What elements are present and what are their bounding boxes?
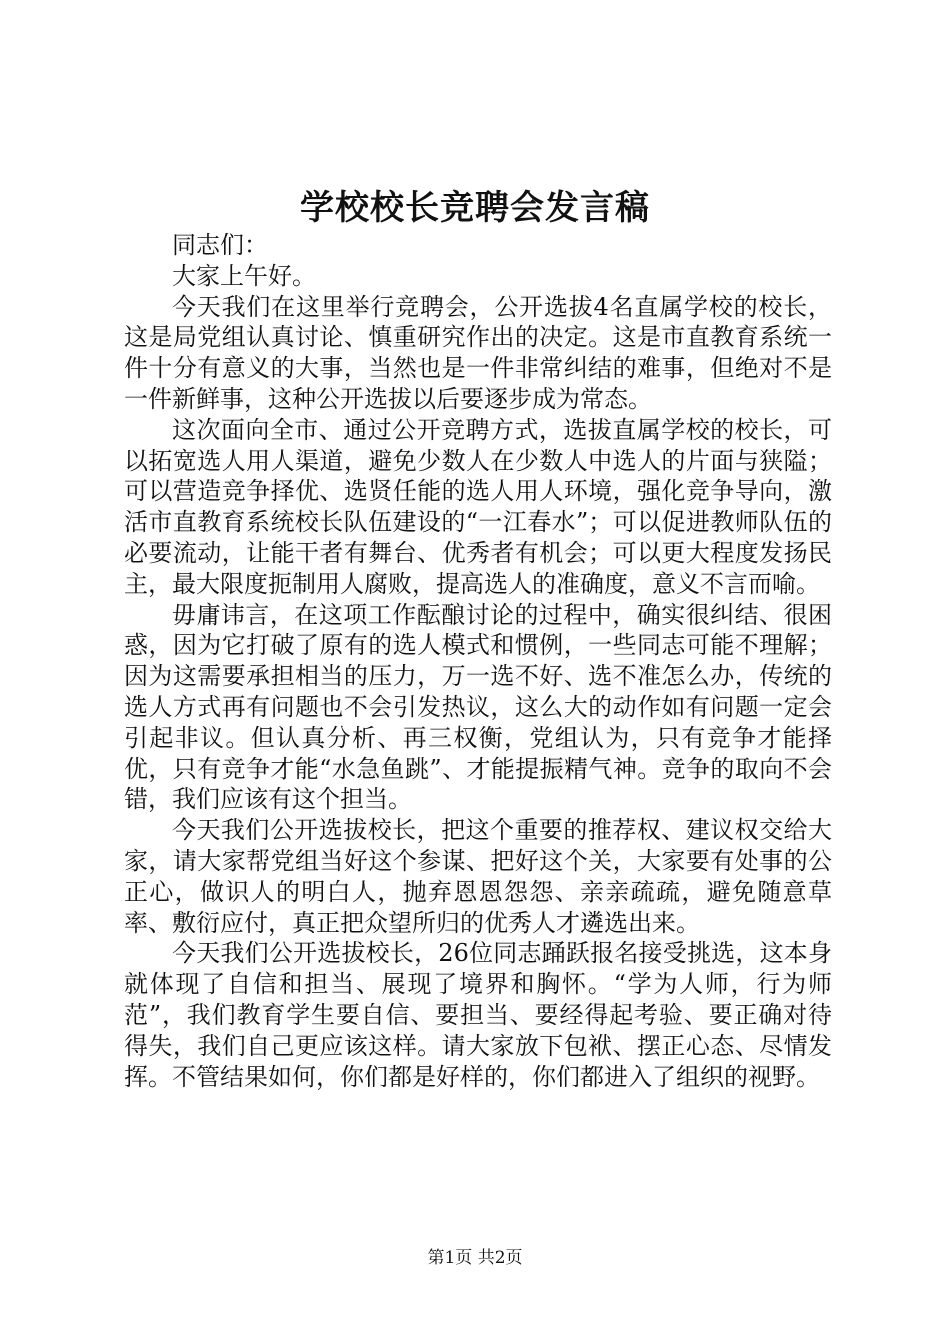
document-body bbox=[124, 230, 832, 1092]
paragraph: 今天我们在这里举行竞聘会，公开选拔4名直属学校的校长，这是局党组认真讨论、慎重研究作出的决定。这是市直教育系统一件十分有意义的大事，当然也是一件非常纠结的难事，但绝对不是一件新鲜事，这种公开选拔以后要逐步成为常态。 bbox=[124, 292, 832, 413]
salutation: 同志们： bbox=[172, 231, 268, 259]
document-title: 学校校长竞聘会发言稿 bbox=[300, 188, 650, 228]
page-number-footer: 第1页 共2页 bbox=[427, 1248, 523, 1268]
paragraph: 今天我们公开选拔校长，26位同志踊跃报名接受挑选，这本身就体现了自信和担当、展现了境界和胸怀。“学为人师，行为师范”，我们教育学生要自信、要担当、要经得起考验、要正确对待得失，我们自己更应该这样。请大家放下包袱、摆正心态、尽情发挥。不管结果如何，你们都是好样的，你们都进入了组织的视野。 bbox=[124, 939, 832, 1091]
paragraph: 这次面向全市、通过公开竞聘方式，选拔直属学校的校长，可以拓宽选人用人渠道，避免少数人在少数人中选人的片面与狭隘；可以营造竞争择优、选贤任能的选人用人环境，强化竞争导向，激活市直教育系统校长队伍建设的“一江春水”；可以促进教师队伍的必要流动，让能干者有舞台、优秀者有机会；可以更大程度发扬民主，最大限度扼制用人腐败，提高选人的准确度，意义不言而喻。 bbox=[124, 415, 832, 598]
paragraph: 毋庸讳言，在这项工作酝酿讨论的过程中，确实很纠结、很困惑，因为它打破了原有的选人模式和惯例，一些同志可能不理解；因为这需要承担相当的压力，万一选不好、选不准怎么办，传统的选人方式再有问题也不会引发热议，这么大的动作如有问题一定会引起非议。但认真分析、再三权衡，党组认为，只有竞争才能择优，只有竞争才能“水急鱼跳”、才能提振精气神。竞争的取向不会错，我们应该有这个担当。 bbox=[124, 600, 832, 814]
greeting: 大家上午好。 bbox=[172, 261, 316, 290]
paragraph: 今天我们公开选拔校长，把这个重要的推荐权、建议权交给大家，请大家帮党组当好这个参谋、把好这个关，大家要有处事的公正心，做识人的明白人，抛弃恩恩怨怨、亲亲疏疏，避免随意草率、敷衍应付，真正把众望所归的优秀人才遴选出来。 bbox=[124, 816, 832, 937]
